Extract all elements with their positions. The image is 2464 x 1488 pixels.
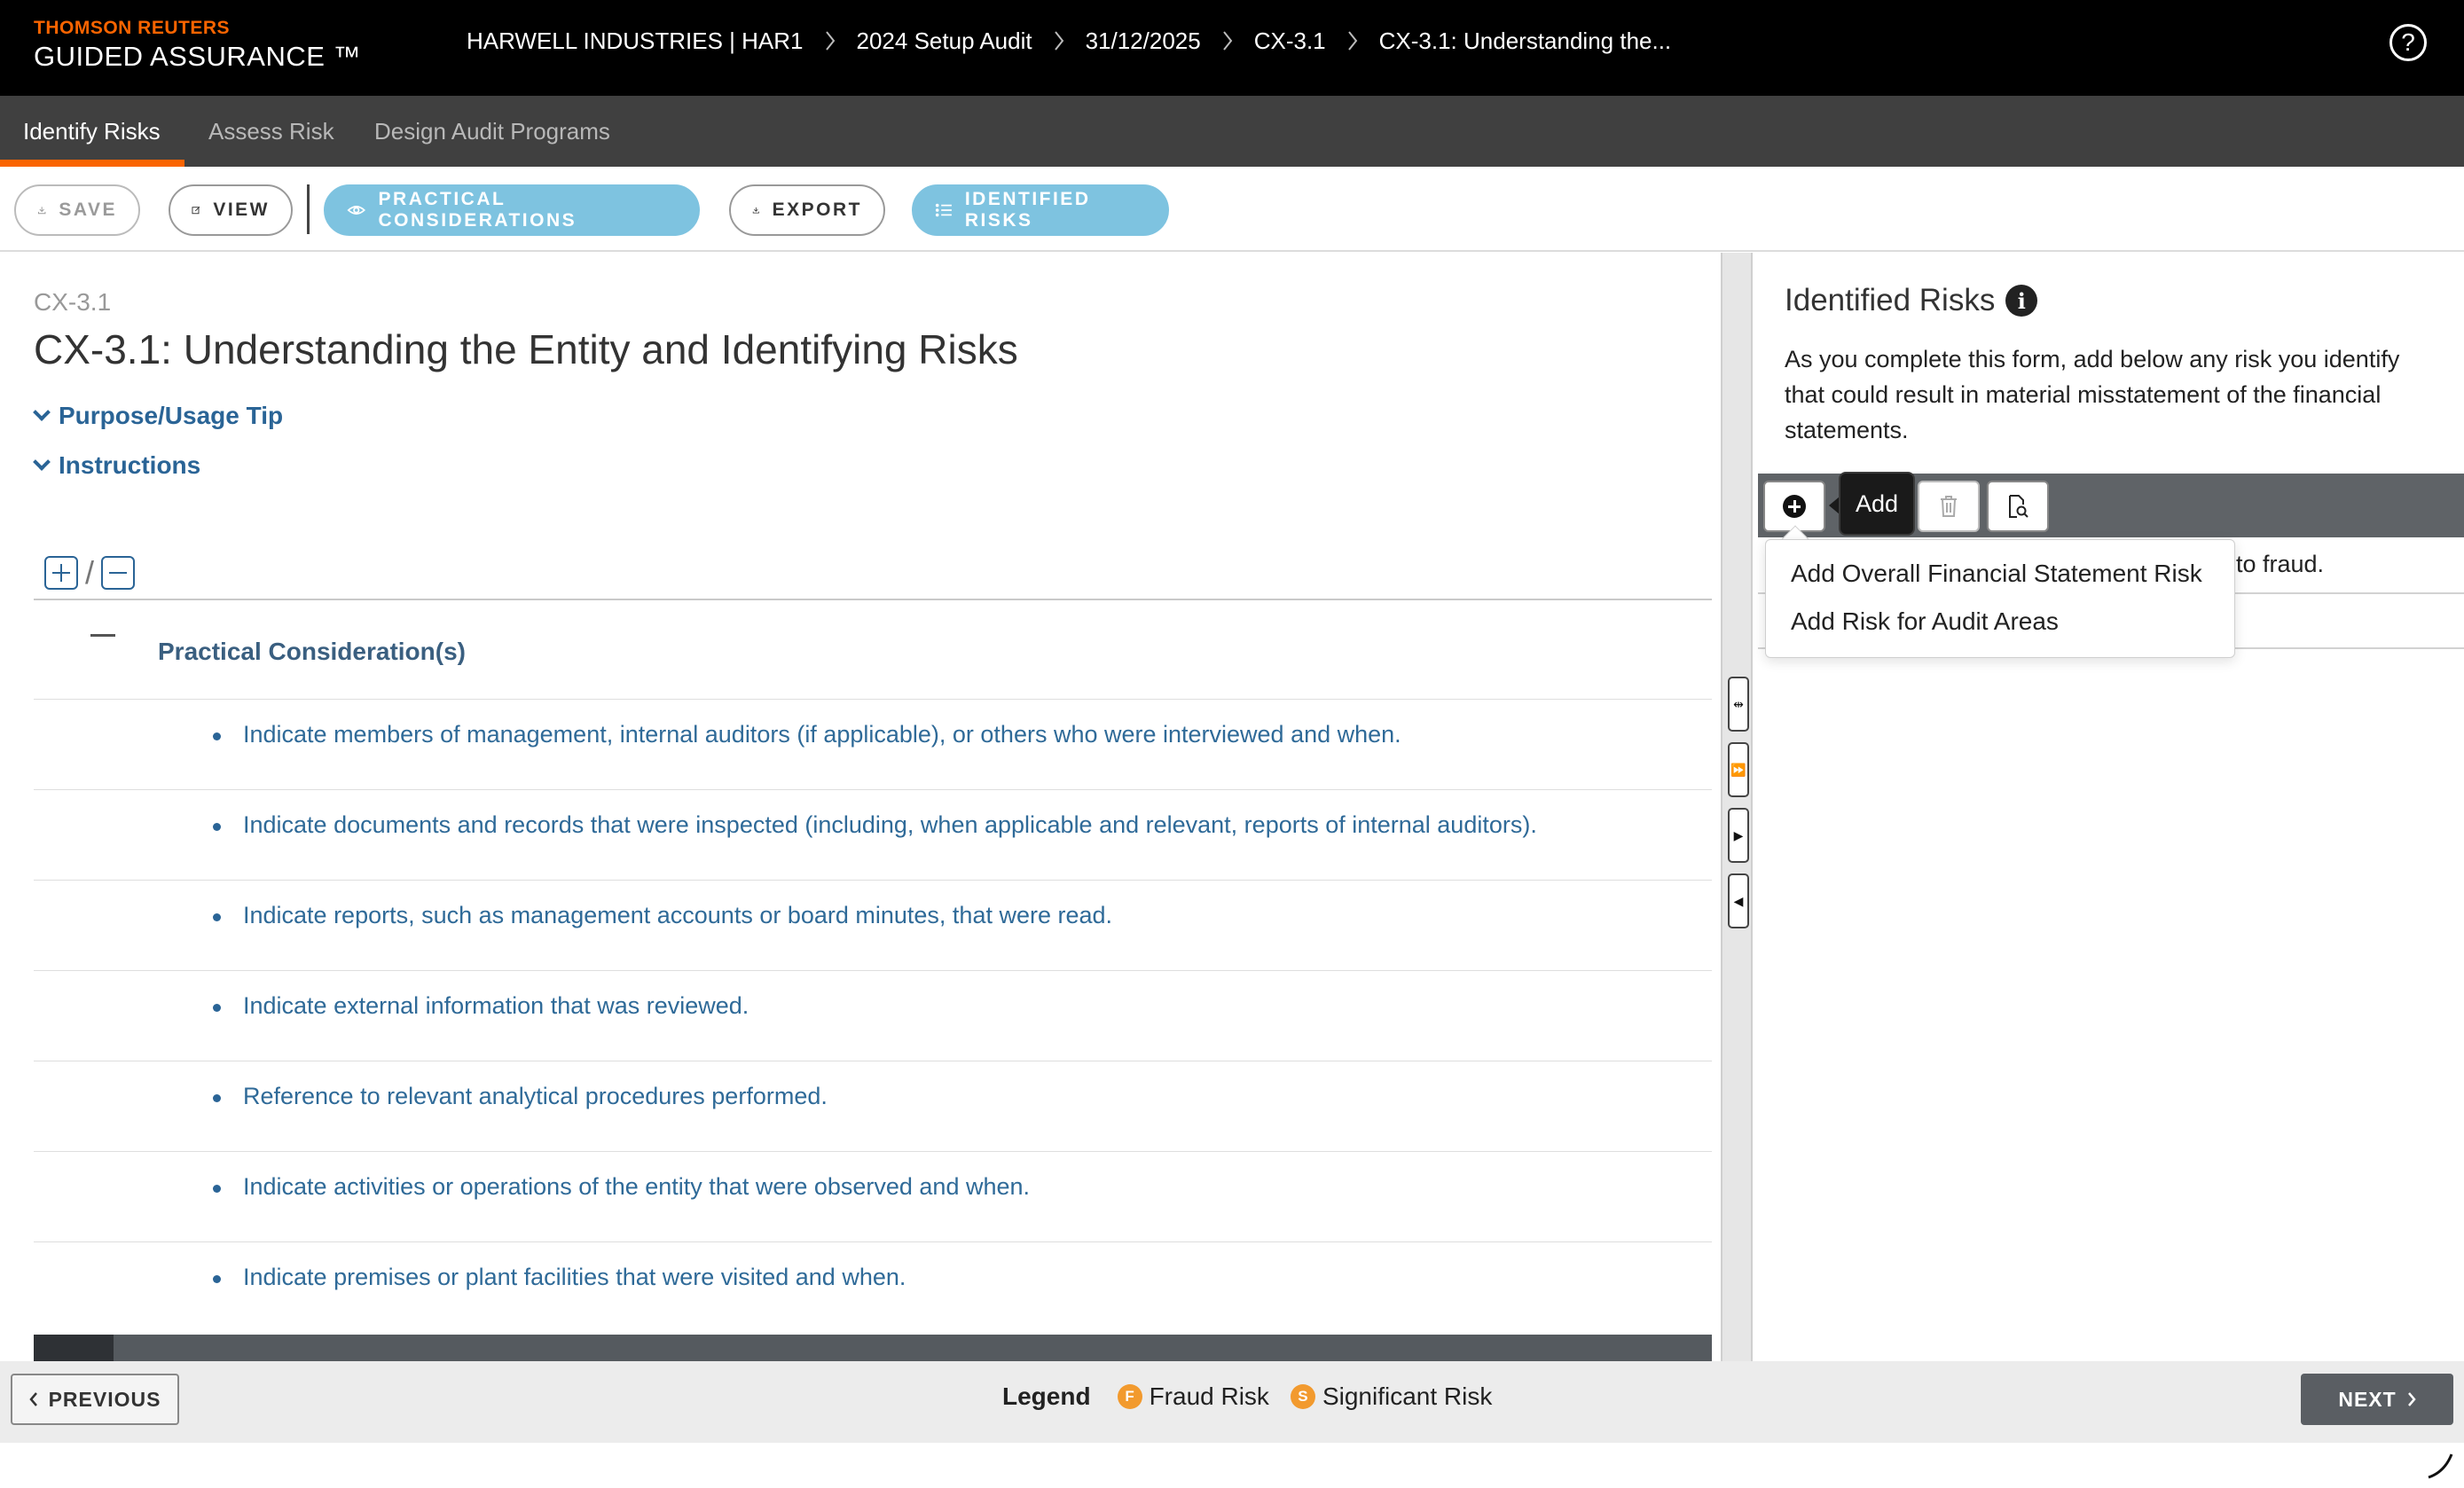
brand-company: THOMSON REUTERS [34, 18, 231, 38]
trash-icon [1938, 495, 1959, 518]
add-tooltip: Add [1839, 472, 1915, 536]
identified-risks-description: As you complete this form, add below any risk you identify that could result in material misstatement of the financial statements. [1785, 346, 2400, 443]
legend-title: Legend [1002, 1382, 1091, 1410]
add-circle-icon [1783, 495, 1806, 518]
list-item-text: Indicate premises or plant facilities that were visited and when. [243, 1264, 906, 1290]
list-item-text: Reference to relevant analytical procedures performed. [243, 1083, 828, 1109]
breadcrumb-period[interactable]: 31/12/2025 [1085, 27, 1201, 54]
collapse-section-icon[interactable] [90, 634, 115, 637]
list-item-text: Indicate external information that was reviewed. [243, 992, 749, 1019]
export-button[interactable] [729, 184, 885, 236]
bullet-icon [213, 732, 221, 740]
save-label: SAVE [59, 200, 117, 220]
tab-bar [0, 96, 2464, 167]
legend-item-label: Fraud Risk [1149, 1382, 1269, 1410]
practical-considerations-section [34, 625, 1712, 682]
breadcrumb-form-title[interactable]: CX-3.1: Understanding the... [1378, 27, 1672, 54]
expand-all-icon[interactable] [44, 556, 78, 590]
add-risk-menu [1765, 539, 2235, 658]
list-item-text: Indicate members of management, internal auditors (if applicable), or others who were interviewed and when. [243, 721, 1401, 748]
menu-item-add-audit-area-risk[interactable]: Add Risk for Audit Areas [1791, 607, 2059, 635]
view-label: VIEW [213, 200, 270, 220]
purpose-usage-tip-label: Purpose/Usage Tip [59, 402, 284, 429]
identified-risks-label: IDENTIFIED RISKS [964, 189, 1091, 231]
legend-item-fraud [1118, 1382, 1269, 1411]
list-item [34, 1241, 1712, 1332]
delete-risk-button[interactable] [1918, 481, 1980, 532]
section-title: Practical Consideration(s) [158, 638, 466, 665]
risk-row-text[interactable]: to fraud. [2236, 551, 2325, 577]
fast-forward-icon[interactable]: ⏩ [1728, 742, 1749, 797]
document-search-icon [2006, 494, 2029, 519]
significant-badge-icon: S [1291, 1384, 1315, 1409]
breadcrumb-engagement[interactable]: 2024 Setup Audit [856, 27, 1032, 54]
save-icon [37, 200, 46, 220]
list-item-text: Indicate reports, such as management accounts or board minutes, that were read. [243, 902, 1113, 928]
practical-considerations-button[interactable] [324, 184, 700, 236]
collapse-all-icon[interactable] [101, 556, 135, 590]
page-title: CX-3.1: Understanding the Entity and Identifying Risks [34, 326, 1018, 372]
resize-handle-icon[interactable]: ⇹ [1728, 677, 1749, 732]
chevron-right-icon [1222, 30, 1233, 51]
eye-icon [347, 202, 366, 218]
edit-icon [192, 200, 200, 220]
legend-item-label: Significant Risk [1322, 1382, 1493, 1410]
save-button[interactable] [14, 184, 140, 236]
expand-left-icon[interactable]: ◀ [1728, 873, 1749, 928]
resize-grip-icon[interactable] [2421, 1445, 2457, 1481]
identified-risks-button[interactable] [912, 184, 1169, 236]
chevron-right-icon [2407, 1391, 2416, 1407]
list-icon [935, 201, 953, 219]
chevron-right-icon [1054, 30, 1064, 51]
view-button[interactable] [169, 184, 293, 236]
expand-collapse-separator: / [85, 554, 95, 591]
legend-item-significant [1291, 1382, 1492, 1411]
active-tab-indicator [0, 160, 184, 167]
identified-risks-heading [1785, 283, 2037, 318]
view-risk-button[interactable] [1987, 481, 2049, 532]
list-item [34, 1061, 1712, 1151]
bullet-icon [213, 1094, 221, 1102]
list-item [34, 1151, 1712, 1241]
identified-risks-title: Identified Risks [1785, 283, 1996, 317]
bullet-icon [213, 823, 221, 831]
expand-right-icon[interactable]: ▶ [1728, 808, 1749, 863]
chevron-down-icon [33, 453, 51, 471]
practical-considerations-label: PRACTICAL CONSIDERATIONS [378, 189, 577, 231]
instructions-label: Instructions [59, 451, 201, 479]
bullet-icon [213, 913, 221, 921]
legend [1002, 1382, 1501, 1411]
horizontal-scrollbar[interactable] [34, 1335, 1712, 1361]
next-button[interactable] [2301, 1374, 2453, 1425]
tab-design-audit-programs[interactable]: Design Audit Programs [374, 117, 610, 145]
form-code: CX-3.1 [34, 288, 112, 316]
bullet-icon [213, 1004, 221, 1012]
brand-product: GUIDED ASSURANCE ™ [34, 41, 362, 72]
tab-assess-risk[interactable]: Assess Risk [208, 117, 334, 145]
list-item [34, 699, 1712, 789]
toolbar-divider [307, 184, 310, 234]
bullet-icon [213, 1275, 221, 1283]
breadcrumb-form-code[interactable]: CX-3.1 [1253, 27, 1326, 54]
breadcrumb [467, 25, 1671, 57]
list-item [34, 789, 1712, 880]
bullet-icon [213, 1185, 221, 1193]
list-item [34, 970, 1712, 1061]
scrollbar-thumb[interactable] [34, 1335, 114, 1361]
download-icon [752, 200, 760, 220]
purpose-usage-tip-toggle[interactable] [35, 402, 283, 430]
brand-logo[interactable] [34, 18, 361, 74]
instructions-toggle[interactable] [35, 451, 200, 480]
menu-item-add-overall-fs-risk[interactable]: Add Overall Financial Statement Risk [1791, 560, 2202, 587]
list-item-text: Indicate activities or operations of the entity that were observed and when. [243, 1173, 1031, 1200]
fraud-badge-icon: F [1118, 1384, 1142, 1409]
next-label: NEXT [2338, 1387, 2397, 1411]
panel-splitter[interactable] [1721, 253, 1753, 1361]
chevron-down-icon [33, 403, 51, 421]
top-header [0, 0, 2464, 96]
export-label: EXPORT [772, 200, 862, 220]
chevron-right-icon [1347, 30, 1358, 51]
previous-button[interactable] [11, 1374, 179, 1425]
identified-risks-panel [1753, 253, 2464, 1361]
previous-label: PREVIOUS [48, 1387, 161, 1411]
list-item-text: Indicate documents and records that were inspected (including, when applicable and relevant, reports of internal auditors). [243, 811, 1537, 838]
tab-identify-risks[interactable]: Identify Risks [23, 117, 161, 145]
divider [34, 599, 1712, 600]
chevron-left-icon [29, 1391, 38, 1407]
form-toolbar [0, 167, 2464, 252]
list-item [34, 880, 1712, 970]
add-risk-button[interactable] [1763, 481, 1825, 532]
form-content [0, 253, 1721, 1361]
expand-collapse-controls [44, 554, 135, 591]
breadcrumb-client[interactable]: HARWELL INDUSTRIES | HAR1 [467, 27, 804, 54]
footer-nav [0, 1361, 2464, 1443]
info-icon[interactable]: i [2005, 285, 2037, 317]
help-icon[interactable]: ? [2389, 24, 2427, 61]
chevron-right-icon [825, 30, 836, 51]
